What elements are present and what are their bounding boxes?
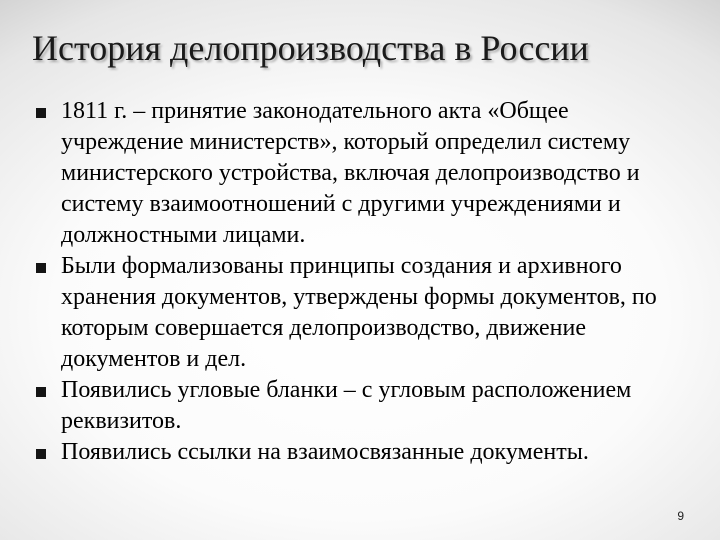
bullet-item-2 <box>36 251 686 375</box>
square-bullet-icon <box>36 263 46 273</box>
bullet-text <box>61 96 686 251</box>
square-bullet-icon <box>36 449 46 459</box>
bullet-text: Появились угловые бланки – с угловым расположением реквизитов. <box>61 377 632 434</box>
page-title: История делопроизводства в России <box>32 28 589 68</box>
bullet-list <box>36 96 686 468</box>
year-label: 1811 г <box>61 98 122 124</box>
square-bullet-icon <box>36 387 46 397</box>
bullet-item-3 <box>36 375 686 437</box>
bullet-item-4 <box>36 437 686 468</box>
bullet-text: Были формализованы принципы создания и архивного хранения документов, утверждены формы документов, по которым совершается делопроизводство, движение документов и дел. <box>61 253 657 372</box>
bullet-body: . – принятие законодательного акта «Общее учреждение министерств», который определил систему министерского устройства, включая делопроизводство и систему взаимоотношений с другими учреждениями и должностными лицами. <box>61 98 640 248</box>
page-number: 9 <box>677 509 684 523</box>
square-bullet-icon <box>36 108 46 118</box>
bullet-item-1 <box>36 96 686 251</box>
bullet-text: Появились ссылки на взаимосвязанные документы. <box>61 439 589 465</box>
